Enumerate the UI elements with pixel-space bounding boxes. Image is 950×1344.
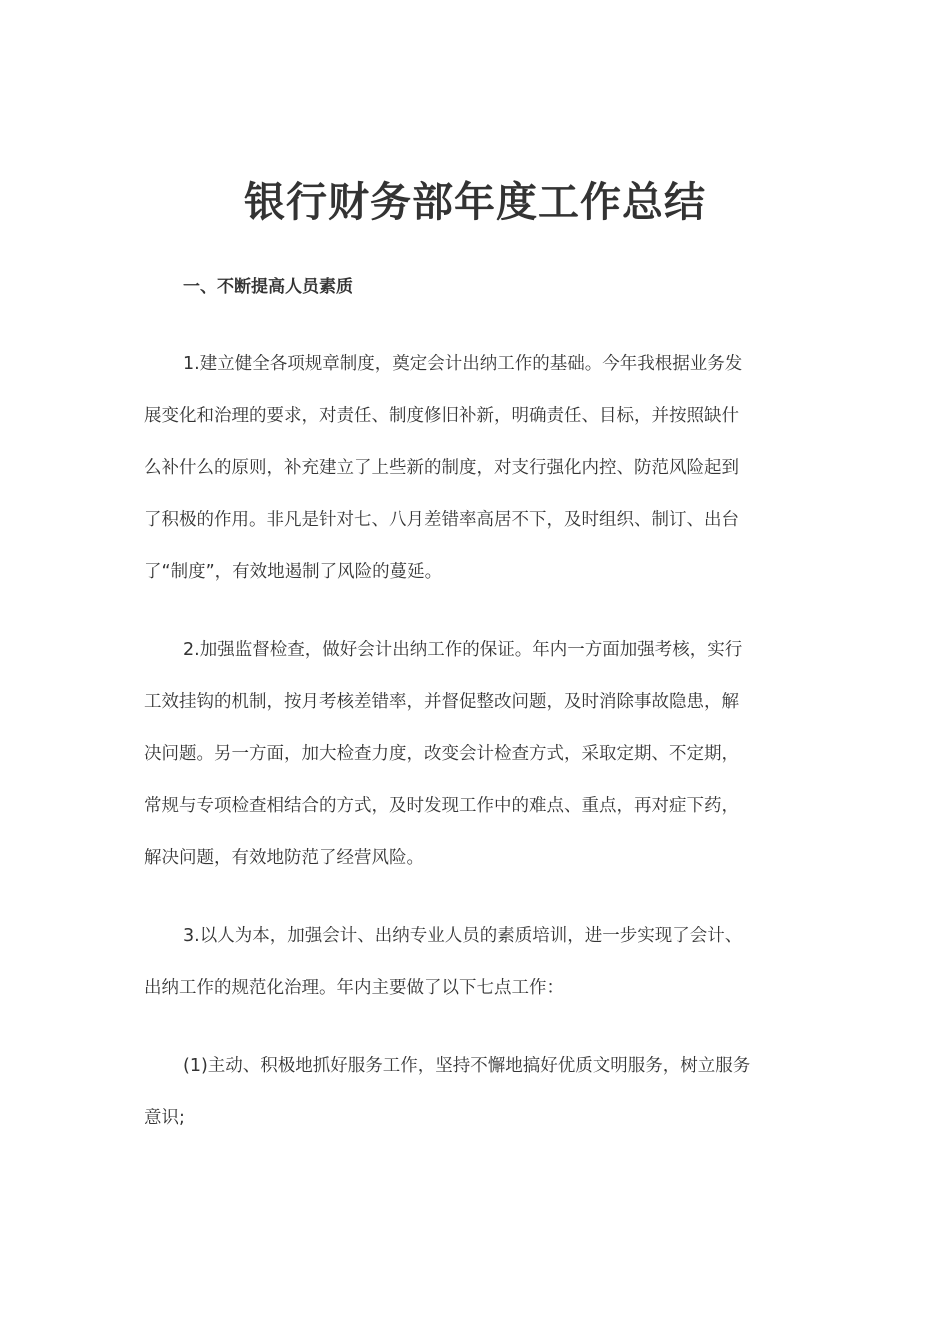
paragraph-line: 3.以人为本，加强会计、出纳专业人员的素质培训，进一步实现了会计、 xyxy=(183,926,743,946)
paragraph-2 xyxy=(144,624,804,884)
paragraph-line: 2.加强监督检查，做好会计出纳工作的保证。年内一方面加强考核，实行 xyxy=(183,640,743,660)
paragraph-line: 决问题。另一方面，加大检查力度，改变会计检查方式，采取定期、不定期， xyxy=(144,744,739,764)
paragraph-line: 了积极的作用。非凡是针对七、八月差错率高居不下，及时组织、制订、出台 xyxy=(144,510,739,530)
document-title: 银行财务部年度工作总结 xyxy=(244,178,706,226)
paragraph-3 xyxy=(144,910,804,1014)
paragraph-line: 意识; xyxy=(144,1108,185,1128)
section-heading: 一、不断提高人员素质 xyxy=(183,277,353,297)
paragraph-line: 常规与专项检查相结合的方式，及时发现工作中的难点、重点，再对症下药， xyxy=(144,796,739,816)
paragraph-line: 出纳工作的规范化治理。年内主要做了以下七点工作： xyxy=(144,978,564,998)
paragraph-line: 展变化和治理的要求，对责任、制度修旧补新，明确责任、目标，并按照缺什 xyxy=(144,406,739,426)
paragraph-line: 解决问题，有效地防范了经营风险。 xyxy=(144,848,424,868)
paragraph-1 xyxy=(144,338,804,598)
paragraph-line: (1)主动、积极地抓好服务工作，坚持不懈地搞好优质文明服务，树立服务 xyxy=(183,1056,751,1076)
paragraph-line: 么补什么的原则，补充建立了上些新的制度，对支行强化内控、防范风险起到 xyxy=(144,458,739,478)
paragraph-line: 1.建立健全各项规章制度，奠定会计出纳工作的基础。今年我根据业务发 xyxy=(183,354,743,374)
paragraph-4 xyxy=(144,1040,804,1144)
paragraph-line: 了“制度”，有效地遏制了风险的蔓延。 xyxy=(144,562,443,582)
paragraph-line: 工效挂钩的机制，按月考核差错率，并督促整改问题，及时消除事故隐患，解 xyxy=(144,692,739,712)
